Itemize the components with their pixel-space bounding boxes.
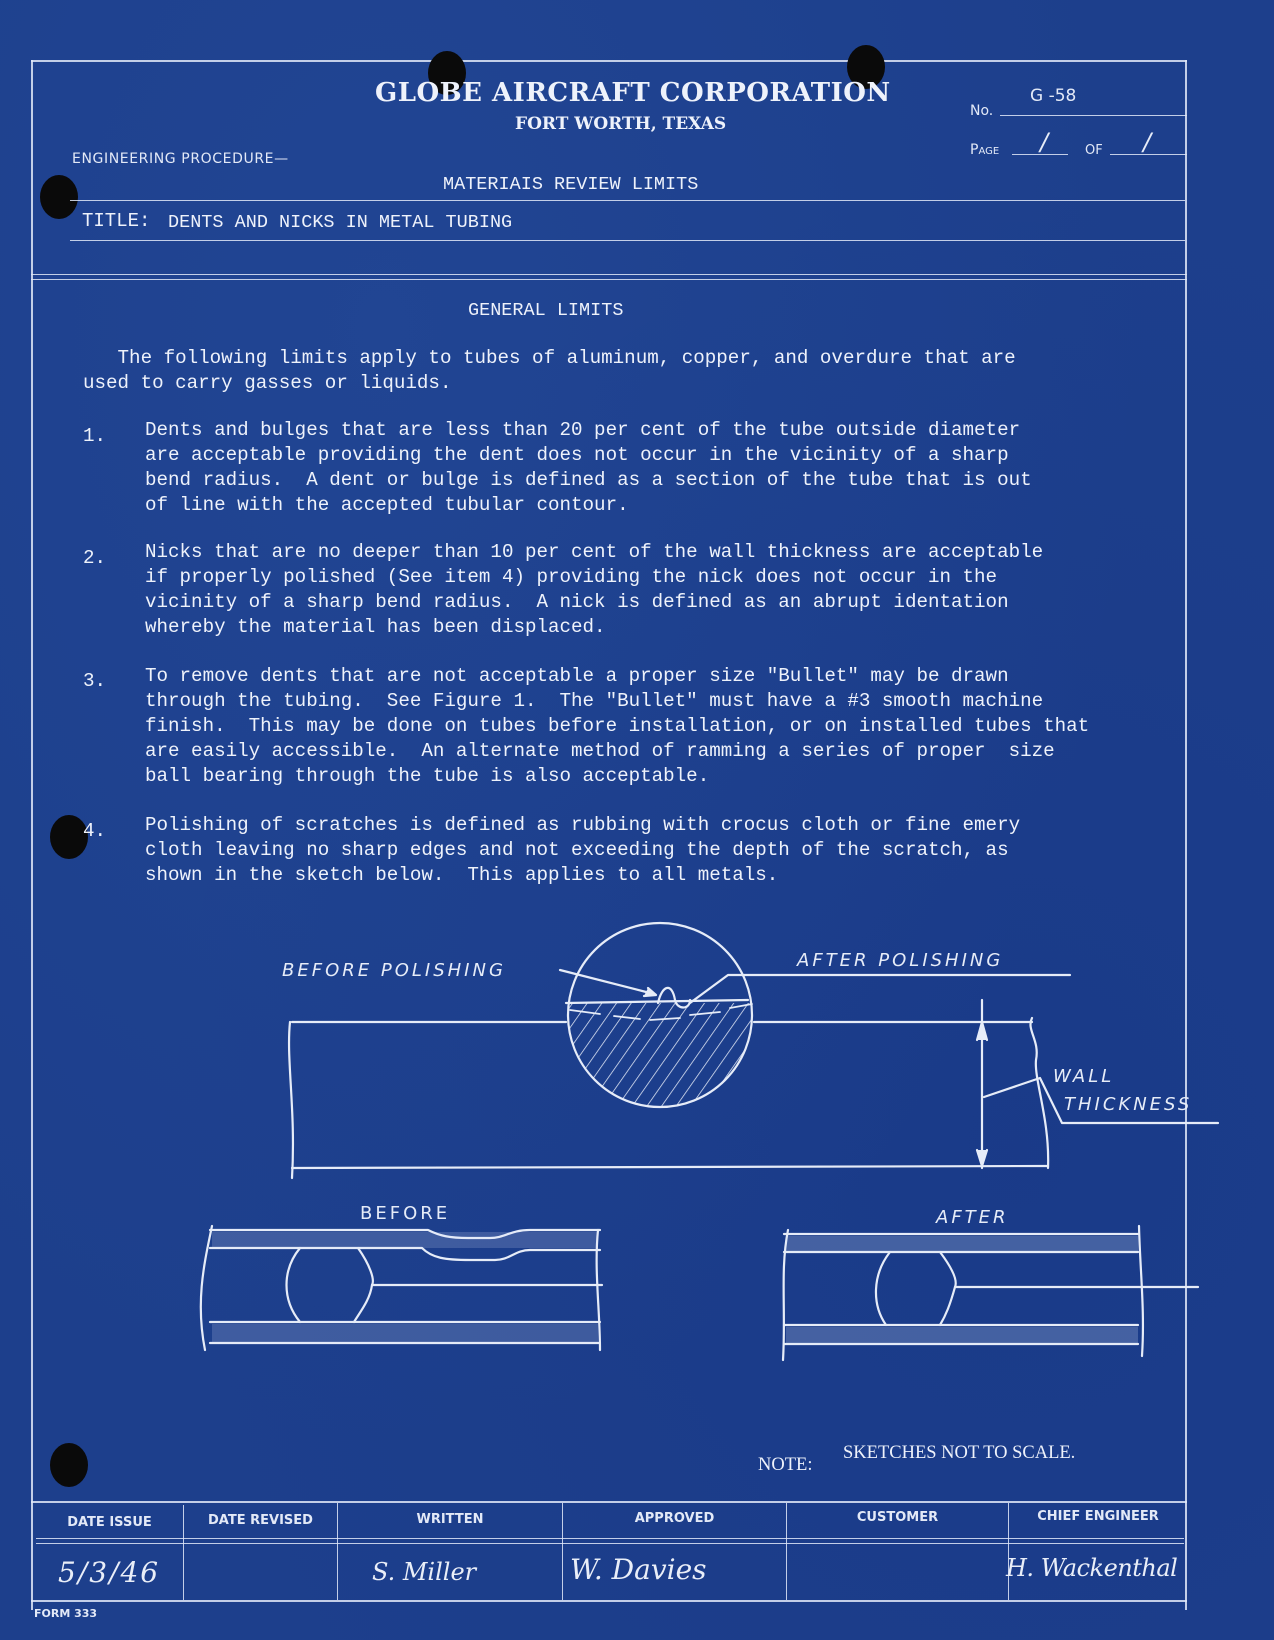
label-after-polishing: AFTER POLISHING xyxy=(797,950,1004,971)
company-name: GLOBE AIRCRAFT CORPORATION xyxy=(375,78,891,108)
title-label: TITLE: xyxy=(82,210,151,232)
page-of-label: OF xyxy=(1085,143,1103,158)
footer-header-rule-2 xyxy=(36,1543,1184,1544)
item-1-line: of line with the accepted tubular contour. xyxy=(145,494,629,516)
item-3-line: ball bearing through the tube is also acceptable. xyxy=(145,765,710,787)
item-2-line: Nicks that are no deeper than 10 per cent of the wall thickness are acceptable xyxy=(145,541,1044,563)
label-thickness: THICKNESS xyxy=(1064,1094,1193,1115)
label-after: AFTER xyxy=(936,1207,1009,1228)
item-2-line: vicinity of a sharp bend radius. A nick is defined as an abrupt identation xyxy=(145,591,1009,613)
company-location: FORT WORTH, TEXAS xyxy=(515,114,727,134)
item-2-line: if properly polished (See item 4) providing the nick does not occur in the xyxy=(145,566,998,588)
label-before: BEFORE xyxy=(360,1203,451,1224)
item-number: 1. xyxy=(83,425,107,447)
footer-header-date-revised: DATE REVISED xyxy=(208,1513,313,1528)
intro-line-2: used to carry gasses or liquids. xyxy=(83,372,452,394)
item-1-line: are acceptable providing the dent does not occur in the vicinity of a sharp xyxy=(145,444,1009,466)
doc-number-label: No. xyxy=(970,103,994,119)
note-label: NOTE: xyxy=(758,1455,813,1475)
written-signature: S. Miller xyxy=(372,1558,477,1586)
item-3-line: finish. This may be done on tubes before installation, or on installed tubes that xyxy=(145,715,1090,737)
footer-header-approved: APPROVED xyxy=(634,1511,715,1526)
doc-number-value: G -58 xyxy=(1030,86,1077,106)
item-3-line: through the tubing. See Figure 1. The "Bullet" must have a #3 smooth machine xyxy=(145,690,1044,712)
item-3-line: are easily accessible. An alternate method of ramming a series of proper size xyxy=(145,740,1055,762)
item-4-line: Polishing of scratches is defined as rubbing with crocus cloth or fine emery xyxy=(145,814,1021,836)
footer-header-rule-1 xyxy=(36,1538,1184,1539)
section-heading: GENERAL LIMITS xyxy=(468,300,624,321)
date-issue-value: 5/3/46 xyxy=(58,1556,161,1589)
item-number: 4. xyxy=(83,820,107,842)
category-heading: MATERIAIS REVIEW LIMITS xyxy=(443,174,699,195)
footer-header-date-issue: DATE ISSUE xyxy=(67,1515,152,1530)
item-4-line: cloth leaving no sharp edges and not exceeding the depth of the scratch, as xyxy=(145,839,1009,861)
footer-header-chief-engineer: CHIEF ENGINEER xyxy=(1037,1509,1159,1524)
item-number: 3. xyxy=(83,670,107,692)
item-1-line: Dents and bulges that are less than 20 per cent of the tube outside diameter xyxy=(145,419,1021,441)
form-number: FORM 333 xyxy=(34,1607,98,1620)
intro-line-1: The following limits apply to tubes of aluminum, copper, and overdure that are xyxy=(83,347,1016,369)
item-4-line: shown in the sketch below. This applies to all metals. xyxy=(145,864,779,886)
footer-table-top xyxy=(31,1501,1187,1503)
page-total-value: / xyxy=(1143,128,1155,156)
footer-header-written: WRITTEN xyxy=(416,1512,484,1527)
footer-table-bottom xyxy=(31,1600,1187,1602)
label-before-polishing: BEFORE POLISHING xyxy=(282,960,506,981)
doc-type-label: ENGINEERING PROCEDURE— xyxy=(72,151,289,167)
chief-engineer-signature: H. Wackenthal xyxy=(1006,1554,1178,1582)
title-value: DENTS AND NICKS IN METAL TUBING xyxy=(168,212,513,233)
item-3-line: To remove dents that are not acceptable a proper size "Bullet" may be drawn xyxy=(145,665,1009,687)
note-text: SKETCHES NOT TO SCALE. xyxy=(843,1443,1076,1463)
page-value: / xyxy=(1040,128,1052,156)
page-label: Page xyxy=(970,142,1000,158)
footer-header-customer: CUSTOMER xyxy=(856,1510,939,1525)
item-number: 2. xyxy=(83,547,107,569)
approved-signature: W. Davies xyxy=(570,1553,707,1586)
label-wall: WALL xyxy=(1053,1066,1115,1087)
item-1-line: bend radius. A dent or bulge is defined as a section of the tube that is out xyxy=(145,469,1032,491)
item-2-line: whereby the material has been displaced. xyxy=(145,616,606,638)
